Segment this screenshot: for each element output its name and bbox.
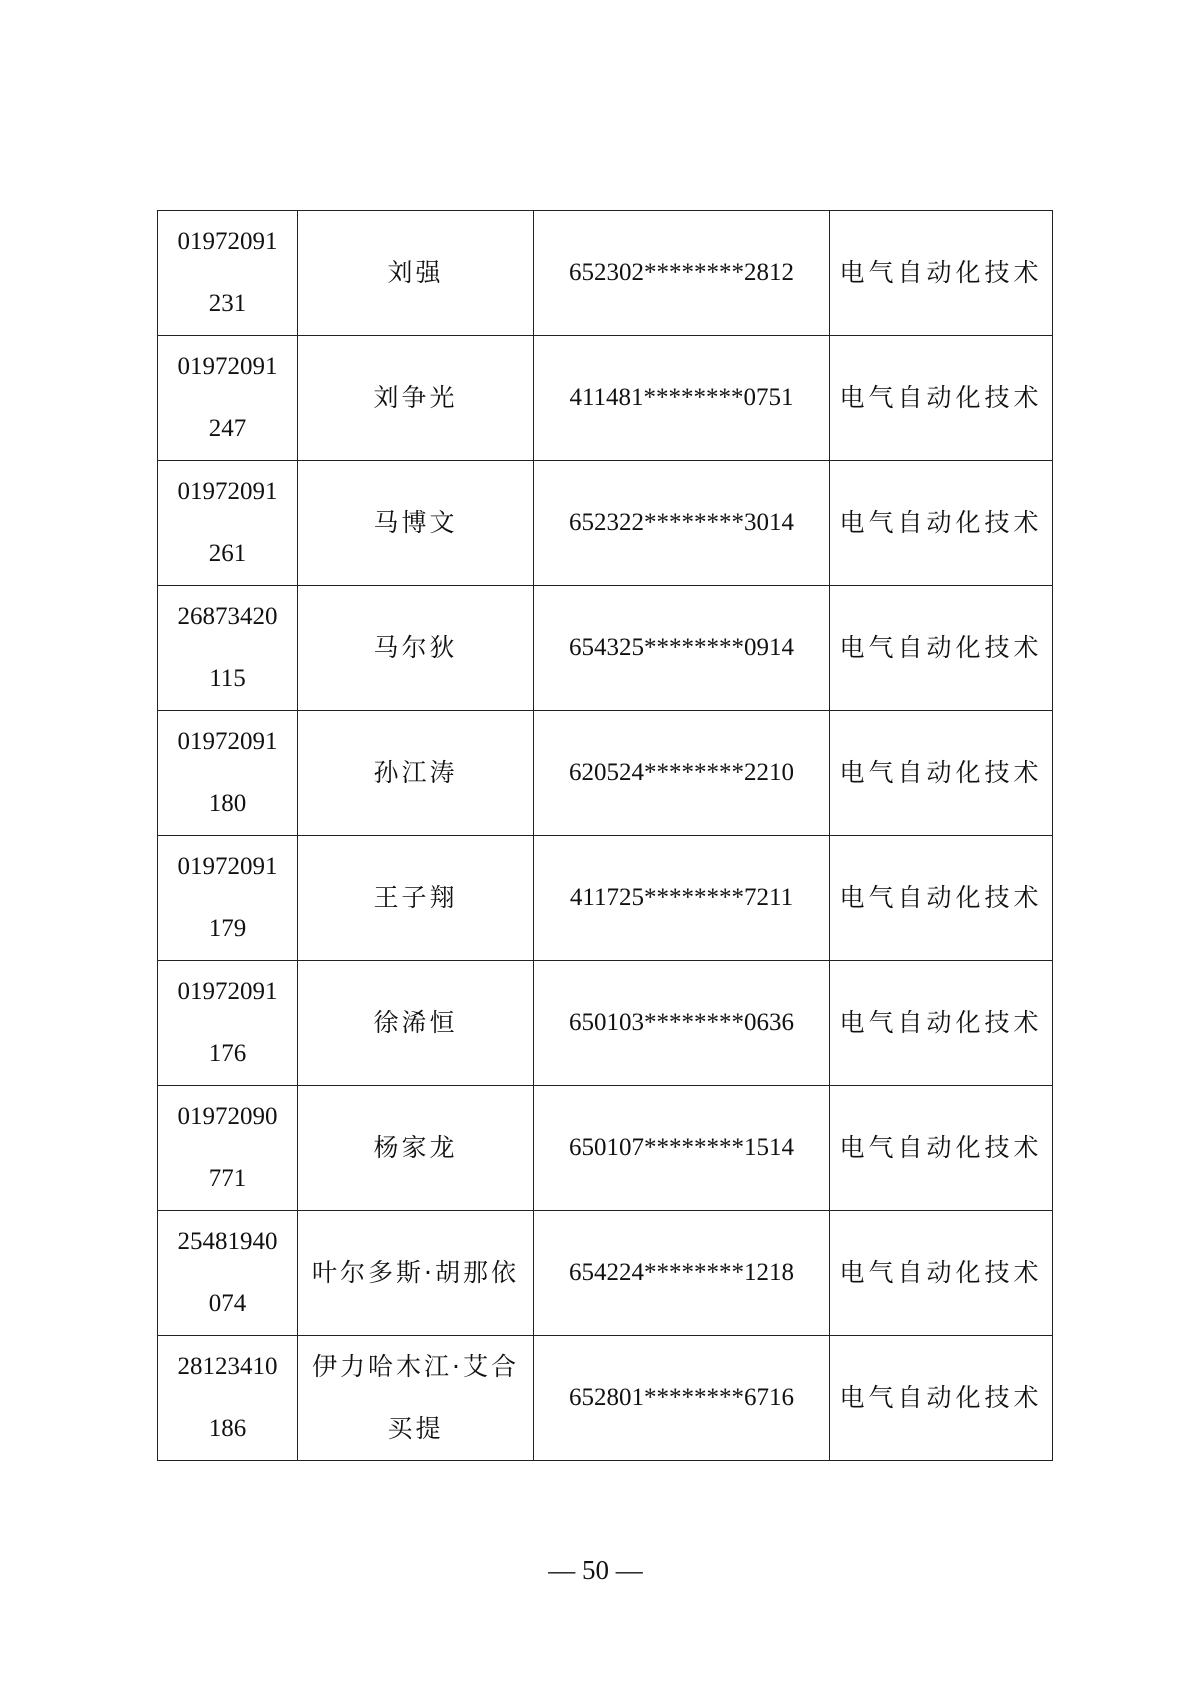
student-number-cell xyxy=(158,211,298,336)
name-line-1: 孙江涛 xyxy=(373,758,458,787)
student-number-line-1: 01972091 xyxy=(177,228,278,255)
student-number-cell xyxy=(158,336,298,461)
student-number-line-1: 01972091 xyxy=(177,728,278,755)
id-number-cell: 650107********1514 xyxy=(534,1086,830,1211)
id-number-cell: 654224********1218 xyxy=(534,1211,830,1336)
student-number-line-1: 01972091 xyxy=(177,478,278,505)
student-number-line-2: 115 xyxy=(209,665,246,692)
student-number-line-1: 01972090 xyxy=(177,1103,278,1130)
student-number-line-1: 25481940 xyxy=(177,1228,278,1255)
major-cell: 电气自动化技术 xyxy=(830,711,1053,836)
id-number-cell: 654325********0914 xyxy=(534,586,830,711)
table-row xyxy=(158,461,1053,586)
student-number-line-2: 176 xyxy=(208,1040,247,1067)
student-number-cell xyxy=(158,836,298,961)
student-number-line-1: 01972091 xyxy=(177,353,278,380)
student-number-line-2: 186 xyxy=(208,1415,247,1442)
student-number-line-2: 247 xyxy=(208,415,247,442)
name-cell xyxy=(298,1086,534,1211)
name-line-1: 马尔狄 xyxy=(373,633,458,662)
name-line-1: 杨家龙 xyxy=(373,1133,458,1162)
major-cell: 电气自动化技术 xyxy=(830,836,1053,961)
name-line-1: 叶尔多斯·胡那依 xyxy=(312,1258,519,1287)
student-number-line-2: 771 xyxy=(208,1165,247,1192)
name-line-1: 刘争光 xyxy=(373,383,458,412)
id-number-cell: 652322********3014 xyxy=(534,461,830,586)
major-cell: 电气自动化技术 xyxy=(830,336,1053,461)
student-number-cell xyxy=(158,961,298,1086)
name-cell xyxy=(298,711,534,836)
table-row xyxy=(158,336,1053,461)
table-row xyxy=(158,211,1053,336)
name-cell xyxy=(298,1211,534,1336)
student-number-line-1: 01972091 xyxy=(177,978,278,1005)
table-row xyxy=(158,1336,1053,1461)
name-line-1: 马博文 xyxy=(373,508,458,537)
id-number-cell: 652801********6716 xyxy=(534,1336,830,1461)
student-number-line-1: 28123410 xyxy=(177,1353,278,1380)
name-cell xyxy=(298,836,534,961)
student-number-cell xyxy=(158,711,298,836)
student-number-line-1: 26873420 xyxy=(177,603,278,630)
id-number-cell: 411481********0751 xyxy=(534,336,830,461)
student-number-line-2: 180 xyxy=(208,790,247,817)
major-cell: 电气自动化技术 xyxy=(830,461,1053,586)
student-number-line-2: 179 xyxy=(208,915,247,942)
major-cell: 电气自动化技术 xyxy=(830,586,1053,711)
student-number-cell xyxy=(158,1336,298,1461)
name-cell xyxy=(298,336,534,461)
student-number-line-2: 261 xyxy=(208,540,247,567)
student-number-cell xyxy=(158,1086,298,1211)
name-cell xyxy=(298,211,534,336)
student-table xyxy=(157,210,1053,1461)
name-cell xyxy=(298,961,534,1086)
name-line-1: 刘强 xyxy=(387,258,444,287)
id-number-cell: 652302********2812 xyxy=(534,211,830,336)
student-number-cell xyxy=(158,1211,298,1336)
name-line-1: 徐浠恒 xyxy=(373,1008,458,1037)
name-cell xyxy=(298,461,534,586)
table-body xyxy=(158,211,1053,1461)
major-cell: 电气自动化技术 xyxy=(830,1211,1053,1336)
table-row xyxy=(158,586,1053,711)
table-row xyxy=(158,1211,1053,1336)
name-line-1: 王子翔 xyxy=(373,883,458,912)
name-line-2: 买提 xyxy=(387,1414,444,1443)
major-cell: 电气自动化技术 xyxy=(830,1336,1053,1461)
student-number-cell xyxy=(158,586,298,711)
id-number-cell: 620524********2210 xyxy=(534,711,830,836)
student-number-line-2: 074 xyxy=(208,1290,247,1317)
id-number-cell: 650103********0636 xyxy=(534,961,830,1086)
major-cell: 电气自动化技术 xyxy=(830,211,1053,336)
table-row xyxy=(158,1086,1053,1211)
student-number-cell xyxy=(158,461,298,586)
table-row xyxy=(158,836,1053,961)
student-number-line-2: 231 xyxy=(208,290,247,317)
name-cell xyxy=(298,586,534,711)
student-number-line-1: 01972091 xyxy=(177,853,278,880)
major-cell: 电气自动化技术 xyxy=(830,961,1053,1086)
name-cell xyxy=(298,1336,534,1461)
table-row xyxy=(158,711,1053,836)
name-line-1: 伊力哈木江·艾合 xyxy=(312,1352,519,1381)
page-number: — 50 — xyxy=(548,1555,643,1585)
table-row xyxy=(158,961,1053,1086)
major-cell: 电气自动化技术 xyxy=(830,1086,1053,1211)
id-number-cell: 411725********7211 xyxy=(534,836,830,961)
